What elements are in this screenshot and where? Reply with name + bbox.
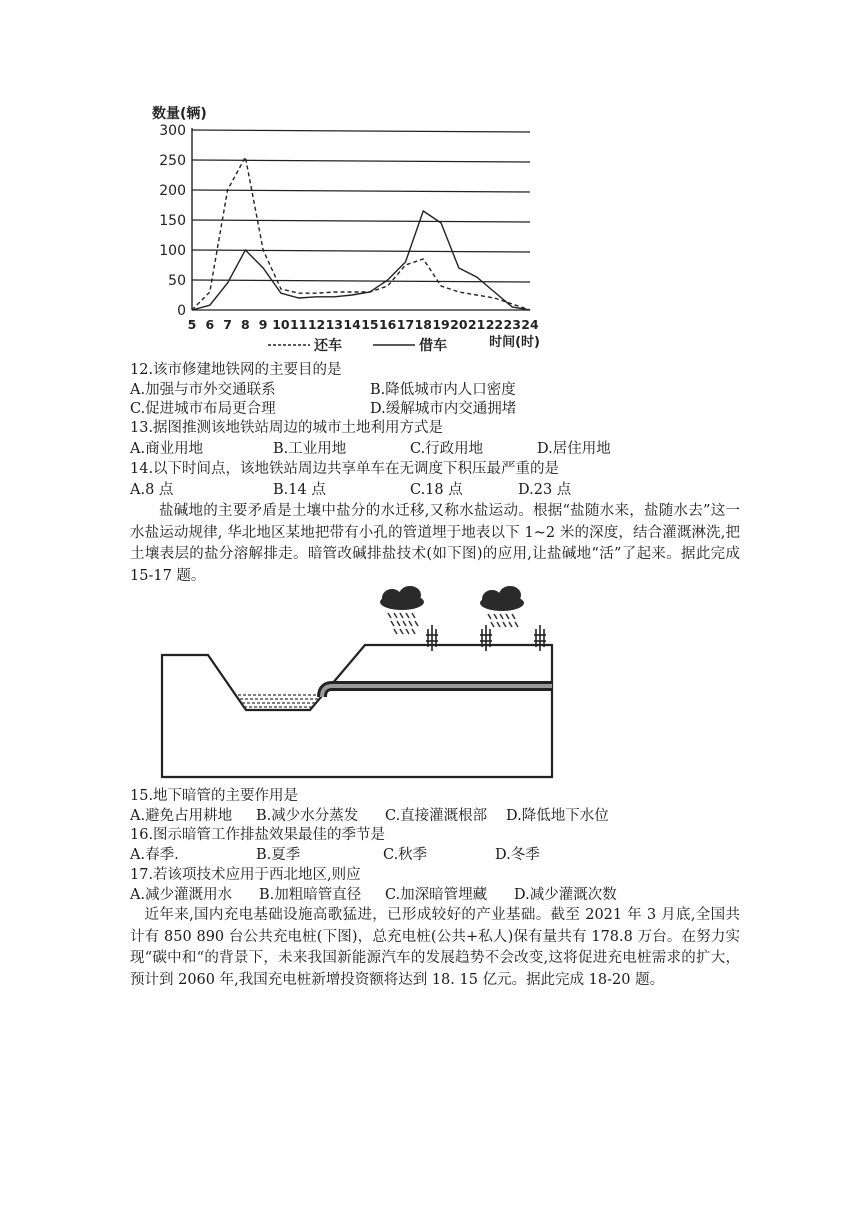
gridline [192, 220, 530, 222]
ditch-water [238, 695, 322, 707]
q15-option-a: A.避免占用耕地 [130, 808, 233, 824]
q16-stem: 16.图示暗管工作排盐效果最佳的季节是 [130, 827, 386, 843]
q12-option-a: A.加强与市外交通联系 [130, 382, 276, 398]
q14-option-a: A.8 点 [130, 482, 174, 498]
crop-plant-icon [426, 625, 546, 651]
passage-saline-soil: 盐碱地的主要矛盾是土壤中盐分的水迁移,又称水盐运动。根据“盐随水来，盐随水去”这一水盐运动规律, 华北地区某地把带有小孔的管道埋于地表以下 1~2 米的深度，结合灌溉淋洗,把土壤表层的盐分溶解排走。暗管改碱排盐技术(如下图)的应用,让盐碱地“活”了起来。据此完成 15-17 题。 [130, 503, 740, 584]
x-tick-label: 20 [450, 317, 468, 332]
q16-option-a: A.春季. [130, 847, 179, 863]
x-tick-label: 8 [241, 317, 250, 332]
x-tick-label: 16 [378, 317, 397, 332]
x-tick-label: 23 [503, 317, 521, 332]
gridline [192, 250, 530, 252]
y-tick-label: 150 [159, 213, 186, 229]
cloud-right-icon [480, 586, 524, 611]
q16-option-d: D.冬季 [495, 847, 540, 863]
x-tick-label: 7 [223, 317, 232, 332]
x-tick-label: 6 [205, 317, 215, 332]
q16-option-b: B.夏季 [256, 847, 301, 863]
line-chart [150, 100, 550, 355]
passage-charging-piles: 近年来,国内充电基础设施高歌猛进，已形成较好的产业基础。截至 2021 年 3 月底,全国共计有 850 890 台公共充电桩(下图)，总充电桩(公共+私人)保有量共有 178.8 万台。在努力实现“碳中和“的背景下，未来我国新能源汽车的发展趋势不会改变,这将促进充电桩需求的扩大，预计到 2060 年,我国充电桩新增投资额将达到 18. 15 亿元。据此完成 18-20 题。 [130, 907, 740, 988]
x-tick-label: 15 [361, 317, 379, 332]
x-tick-label: 22 [485, 317, 504, 332]
q16-option-c: C.秋季 [383, 847, 428, 863]
x-tick-label: 13 [325, 317, 344, 332]
bike-count-chart [150, 100, 550, 355]
q12-option-d: D.缓解城市内交通拥堵 [370, 401, 517, 417]
q14-option-c: C.18 点 [410, 482, 463, 498]
q13-option-a: A.商业用地 [130, 441, 204, 457]
x-tick-label: 10 [272, 317, 290, 332]
x-tick-label: 9 [258, 317, 268, 332]
series-line-2 [192, 211, 530, 310]
y-tick-label: 300 [159, 123, 186, 139]
q17-option-b: B.加粗暗管直径 [259, 887, 362, 903]
q12-stem: 12.该市修建地铁网的主要目的是 [130, 362, 342, 378]
q17-option-c: C.加深暗管埋藏 [385, 887, 488, 903]
q14-stem: 14.以下时间点，该地铁站周边共享单车在无调度下积压最严重的是 [130, 461, 560, 477]
x-tick-label: 11 [290, 317, 308, 332]
q15-stem: 15.地下暗管的主要作用是 [130, 788, 299, 804]
x-tick-label: 12 [307, 317, 326, 332]
x-axis-label: 时间(时) [489, 335, 540, 350]
q13-option-d: D.居住用地 [537, 441, 611, 457]
q14-option-b: B.14 点 [273, 482, 326, 498]
q15-option-b: B.减少水分蒸发 [256, 808, 359, 824]
q15-option-d: D.降低地下水位 [506, 808, 609, 824]
y-tick-label: 250 [159, 153, 186, 169]
q12-option-c: C.促进城市布局更合理 [130, 401, 276, 417]
x-tick-label: 24 [521, 317, 539, 332]
x-tick-label: 14 [343, 317, 361, 332]
soil-profile [162, 645, 552, 777]
rain-right-icon [488, 614, 518, 627]
gridline [192, 190, 530, 192]
q14-option-d: D.23 点 [518, 482, 572, 498]
cloud-left-icon [380, 586, 424, 610]
x-tick-label: 21 [467, 317, 486, 332]
drainage-diagram-svg [160, 585, 560, 780]
gridline [192, 130, 530, 132]
x-tick-label: 18 [414, 317, 432, 332]
q13-stem: 13.据图推测该地铁站周边的城市土地利用方式是 [130, 420, 444, 436]
q17-option-d: D.减少灌溉次数 [514, 887, 617, 903]
q17-stem: 17.若该项技术应用于西北地区,则应 [130, 867, 361, 883]
drainage-pipe-diagram [160, 585, 560, 780]
y-tick-label: 200 [159, 183, 186, 199]
x-tick-label: 17 [396, 317, 415, 332]
q15-option-c: C.直接灌溉根部 [385, 808, 488, 824]
y-tick-label: 50 [168, 273, 186, 289]
gridline [192, 280, 530, 282]
y-tick-label: 100 [159, 243, 186, 259]
q17-option-a: A.减少灌溉用水 [130, 887, 233, 903]
x-tick-label: 19 [432, 317, 450, 332]
legend-label: 还车 [314, 338, 342, 354]
rain-left-icon [388, 613, 418, 634]
series-line-1 [192, 157, 530, 310]
y-axis-label: 数量(辆) [152, 106, 207, 122]
q13-option-b: B.工业用地 [273, 441, 347, 457]
y-tick-label: 0 [177, 303, 186, 319]
q12-option-b: B.降低城市内人口密度 [370, 382, 516, 398]
q13-option-c: C.行政用地 [410, 441, 484, 457]
legend-label: 借车 [419, 338, 447, 354]
x-tick-label: 5 [187, 317, 197, 332]
